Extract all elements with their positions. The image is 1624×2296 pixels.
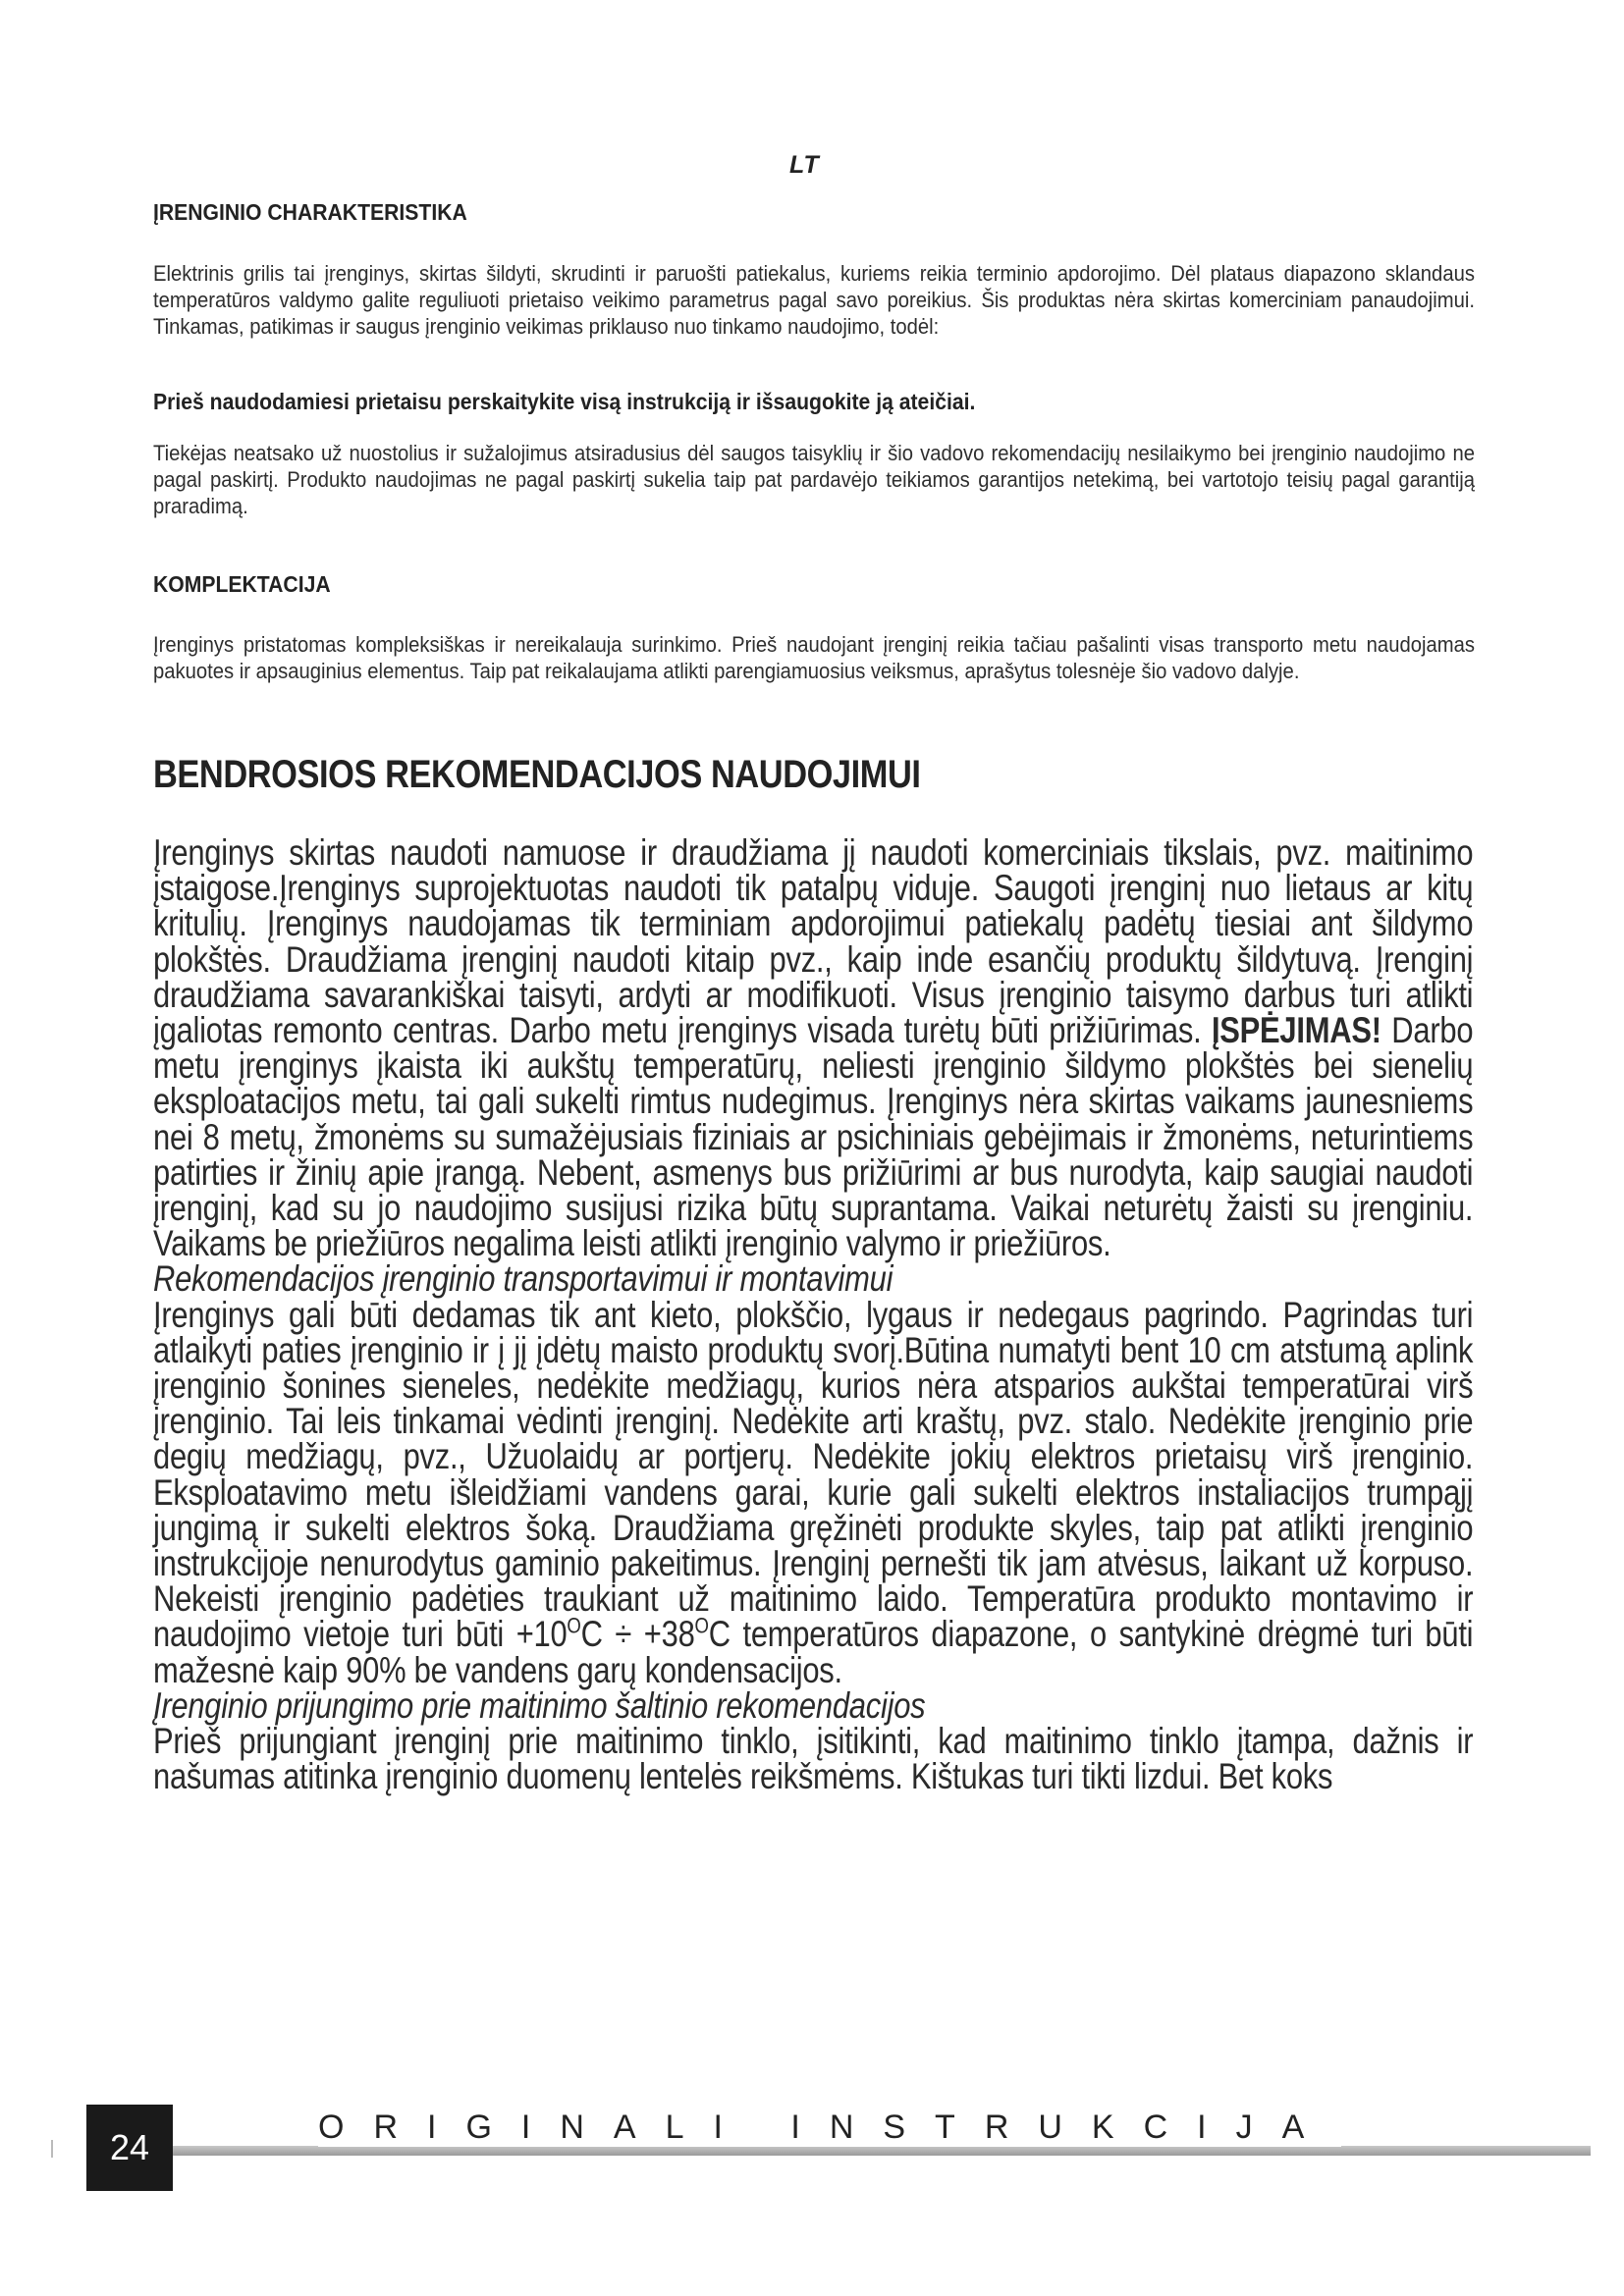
contents-paragraph: Įrenginys pristatomas kompleksiškas ir nereikalauja surinkimo. Prieš naudojant įrenginį reikia tačiau pašalinti visas transporto metu naudojamas pakuotes ir apsauginius elementus. Taip pat reikalaujama atlikti parengiamuosius veiksmus, aprašytus tolesnėje šio vadovo dalyje. [153,632,1475,683]
power-paragraph: Prieš prijungiant įrenginį prie maitinimo tinklo, įsitikinti, kad maitinimo tinklo įtampa, dažnis ir našumas atitinka įrenginio duomenų lentelės reikšmėms. Kištukas turi tikti lizdui. Bet koks [153,1721,1474,1797]
language-code: LT [789,151,820,179]
transport-subheading: Rekomendacijos įrenginio transportavimui ir montavimui [153,1258,893,1300]
footer-label: ORIGINALI INSTRUKCIJA [318,2109,1341,2147]
usage-paragraph: Įrenginys skirtas naudoti namuose ir draudžiama jį naudoti komerciniais tikslais, pvz. maitinimo įstaigose.Įrenginys suprojektuotas naudoti tik patalpų viduje. Saugoti įrenginį nuo lietaus ar kitų kritulių. Įrenginys naudojamas tik terminiam apdorojimui patiekalų padėtų tiesiai ant šildymo plokštės. Draudžiama įrenginį naudoti kitaip pvz., kaip inde esančių produktų šildytuvą. Įrenginį draudžiama savarankiškai taisyti, ardyti ar modifikuoti. Visus įrenginio taisymo darbus turi atlikti įgaliotas remonto centras. Darbo metu įrenginys visada turėtų būti prižiūrimas. ĮSPĖJIMAS! Darbo metu įrenginys įkaista iki aukštų temperatūrų, neliesti įrenginio šildymo plokštės bei sienelių eksploatacijos metu, tai gali sukelti rimtus nudegimus. Įrenginys nėra skirtas vaikams jaunesniems nei 8 metų, žmonėms su sumažėjusiais fiziniais ar psichiniais gebėjimais ir žmonėms, neturintiems patirties ir žinių apie įrangą. Nebent, asmenys bus prižiūrimi ar bus nurodyta, kaip saugiai naudoti įrenginį, kad su jo naudojimo susijusi rizika būtų suprantama. Vaikai neturėtų žaisti su įrenginiu. Vaikams be priežiūros negalima leisti atlikti įrenginio valymo ir priežiūros. [153,832,1474,1264]
warning-label: ĮSPĖJIMAS! [1211,1010,1381,1051]
footer-tick [51,2140,53,2158]
transport-paragraph: Įrenginys gali būti dedamas tik ant kieto, plokščio, lygaus ir nedegaus pagrindo. Pagrindas turi atlaikyti paties įrenginio ir į jį įdėtų maisto produktų svorį.Būtina numatyti bent 10 cm atstumą aplink įrenginio šonines sieneles, nedėkite medžiagų, kurios nėra atsparios aukštai temperatūrai virš įrenginio. Tai leis tinkamai vėdinti įrenginį. Nedėkite arti kraštų, pvz. stalo. Nedėkite įrenginio prie degių medžiagų, pvz., Užuolaidų ar portjerų. Nedėkite jokių elektros prietaisų virš įrenginio. Eksploatavimo metu išleidžiami vandens garai, kurie gali sukelti elektros instaliacijos trumpąjį jungimą ir sukelti elektros šoką. Draudžiama gręžinėti produkte skyles, taip pat atlikti įrenginio instrukcijoje nenurodytus gaminio pakeitimus. Įrenginį pernešti tik jam atvėsus, laikant už korpuso. Nekeisti įrenginio padėties traukiant už maitinimo laido. Temperatūra produkto montavimo ir naudojimo vietoje turi būti $+10^OC \div +38^OC$ temperatūros diapazone, o santykinė drėgmė turi būti mažesnė kaip 90% be vandens garų kondensacijos. [153,1294,1474,1690]
general-recommendations-body [153,832,1474,1797]
section-title-general-recommendations: BENDROSIOS REKOMENDACIJOS NAUDOJIMUI [153,753,921,796]
section-title-contents: KOMPLEKTACIJA [153,571,331,597]
page-number: 24 [86,2105,173,2191]
read-instructions-note: Prieš naudodamiesi prietaisu perskaitykite visą instrukciją ir išsaugokite ją ateičiai. [153,389,976,414]
characteristics-paragraph: Elektrinis grilis tai įrenginys, skirtas šildyti, skrudinti ir paruošti patiekalus, kuriems reikia terminio apdorojimo. Dėl plataus diapazono sklandaus temperatūros valdymo galite reguliuoti prietaiso veikimo parametrus pagal savo poreikius. Šis produktas nėra skirtas komerciniam panaudojimui. Tinkamas, patikimas ir saugus įrenginio veikimas priklauso nuo tinkamo naudojimo, todėl: [153,261,1475,339]
section-title-characteristics: ĮRENGINIO CHARAKTERISTIKA [153,199,467,225]
footer-rule [173,2146,1591,2156]
liability-paragraph: Tiekėjas neatsako už nuostolius ir sužalojimus atsiradusius dėl saugos taisyklių ir šio vadovo rekomendacijų nesilaikymo bei įrenginio naudojimo ne pagal paskirtį. Produkto naudojimas ne pagal paskirtį sukelia taip pat pardavėjo teikiamos garantijos netekimą, bei vartotojo teisių pagal garantiją praradimą. [153,441,1475,518]
power-subheading: Įrenginio prijungimo prie maitinimo šaltinio rekomendacijos [153,1684,926,1726]
